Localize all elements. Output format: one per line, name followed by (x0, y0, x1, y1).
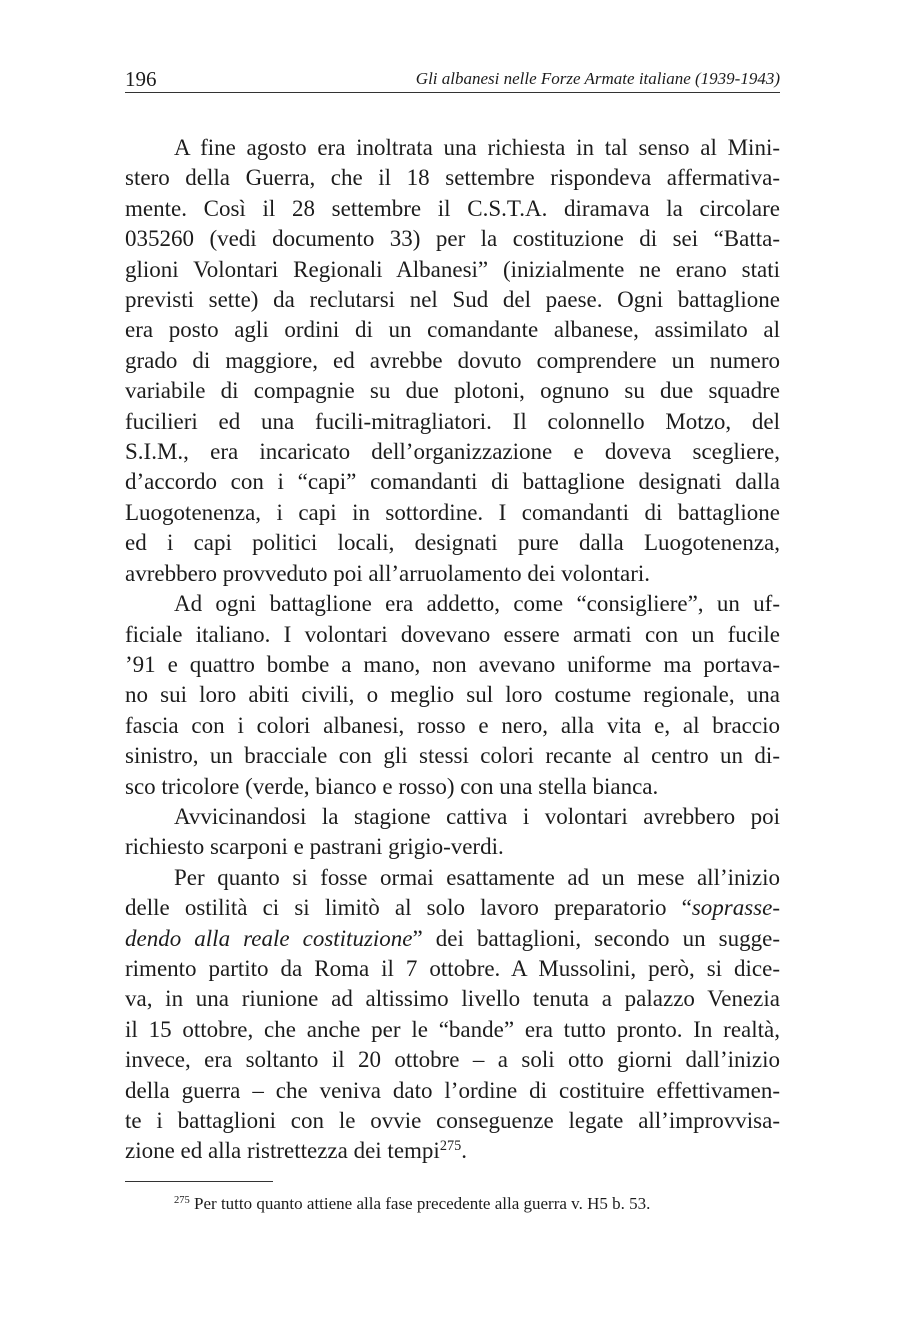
text-line: sinistro, un bracciale con gli stessi colori recante al centro un di- (125, 743, 780, 769)
text-line: 035260 (vedi documento 33) per la costituzione di sei “Batta- (125, 226, 780, 252)
text-line: sco tricolore (verde, bianco e rosso) con una stella bianca. (125, 773, 659, 799)
text-line: ’91 e quattro bombe a mano, non avevano uniforme ma portava- (125, 651, 780, 677)
text-line (125, 893, 780, 923)
footnote-text: Per tutto quanto attiene alla fase precedente alla guerra v. H5 b. 53. (189, 1194, 651, 1213)
text-line: S.I.M., era incaricato dell’organizzazione e doveva scegliere, (125, 439, 780, 465)
italic-quote: dendo alla reale costituzione (125, 925, 413, 951)
text-line: richiesto scarponi e pastrani grigio-verdi. (125, 834, 504, 860)
text-line: mente. Così il 28 settembre il C.S.T.A. diramava la circolare (125, 195, 780, 221)
text-line: A fine agosto era inoltrata una richiesta in tal senso al Mini- (174, 135, 780, 160)
text-line: fascia con i colori albanesi, rosso e nero, alla vita e, al braccio (125, 712, 780, 738)
text-line: il 15 ottobre, che anche per le “bande” era tutto pronto. In realtà, (125, 1016, 780, 1042)
text-line: glioni Volontari Regionali Albanesi” (inizialmente ne erano stati (125, 256, 780, 282)
text-line: ficiale italiano. I volontari dovevano essere armati con un fucile (125, 621, 780, 647)
text-run: ” dei battaglioni, secondo un sugge- (412, 925, 780, 951)
text-line: Avvicinandosi la stagione cattiva i volontari avrebbero poi (174, 803, 780, 829)
text-line: previsti sette) da reclutarsi nel Sud del paese. Ogni battaglione (125, 287, 780, 313)
text-line: Per quanto si fosse ormai esattamente ad un mese all’inizio (174, 864, 780, 890)
footnote-reference[interactable]: 275 (439, 1138, 462, 1155)
text-line: no sui loro abiti civili, o meglio sul loro costume regionale, una (125, 682, 780, 708)
text-line (125, 924, 780, 954)
text-line: ed i capi politici locali, designati pure dalla Luogotenenza, (125, 530, 780, 556)
text-line: della guerra – che veniva dato l’ordine di costituire effettivamen- (125, 1077, 780, 1103)
text-line: invece, era soltanto il 20 ottobre – a soli otto giorni dall’inizio (125, 1047, 780, 1073)
text-line: avrebbero provveduto poi all’arruolamento dei volontari. (125, 560, 650, 586)
text-line: d’accordo con i “capi” comandanti di battaglione designati dalla (125, 469, 780, 495)
text-run: delle ostilità ci si limitò al solo lavoro preparatorio “ (125, 895, 692, 921)
page-number: 196 (125, 67, 157, 91)
text-line: te i battaglioni con le ovvie conseguenze legate all’improvvisa- (125, 1108, 780, 1133)
running-header (125, 66, 780, 93)
text-run: zione ed alla ristrettezza dei tempi (125, 1138, 440, 1164)
footnote-marker: 275 (174, 1195, 190, 1207)
text-line: grado di maggiore, ed avrebbe dovuto comprendere un numero (125, 347, 780, 373)
text-line: era posto agli ordini di un comandante albanese, assimilato al (125, 317, 780, 343)
italic-quote: soprasse- (691, 895, 780, 921)
footnote-divider (125, 1181, 273, 1182)
text-line: Luogotenenza, i capi in sottordine. I comandanti di battaglione (125, 499, 780, 525)
body-text (125, 133, 780, 1167)
text-line: Ad ogni battaglione era addetto, come “consigliere”, un uf- (174, 591, 780, 617)
running-title: Gli albanesi nelle Forze Armate italiane (1939-1943) (415, 69, 780, 88)
text-line: stero della Guerra, che il 18 settembre rispondeva affermativa- (125, 165, 780, 191)
text-line: variabile di compagnie su due plotoni, ognuno su due squadre (125, 378, 780, 404)
footnote (174, 1192, 780, 1216)
text-run: . (461, 1138, 467, 1164)
text-line: va, in una riunione ad altissimo livello tenuta a palazzo Venezia (125, 986, 780, 1012)
text-line: fucilieri ed una fucili-mitragliatori. Il colonnello Motzo, del (125, 408, 780, 434)
text-line (125, 1136, 780, 1166)
text-line: rimento partito da Roma il 7 ottobre. A Mussolini, però, si dice- (125, 955, 780, 981)
